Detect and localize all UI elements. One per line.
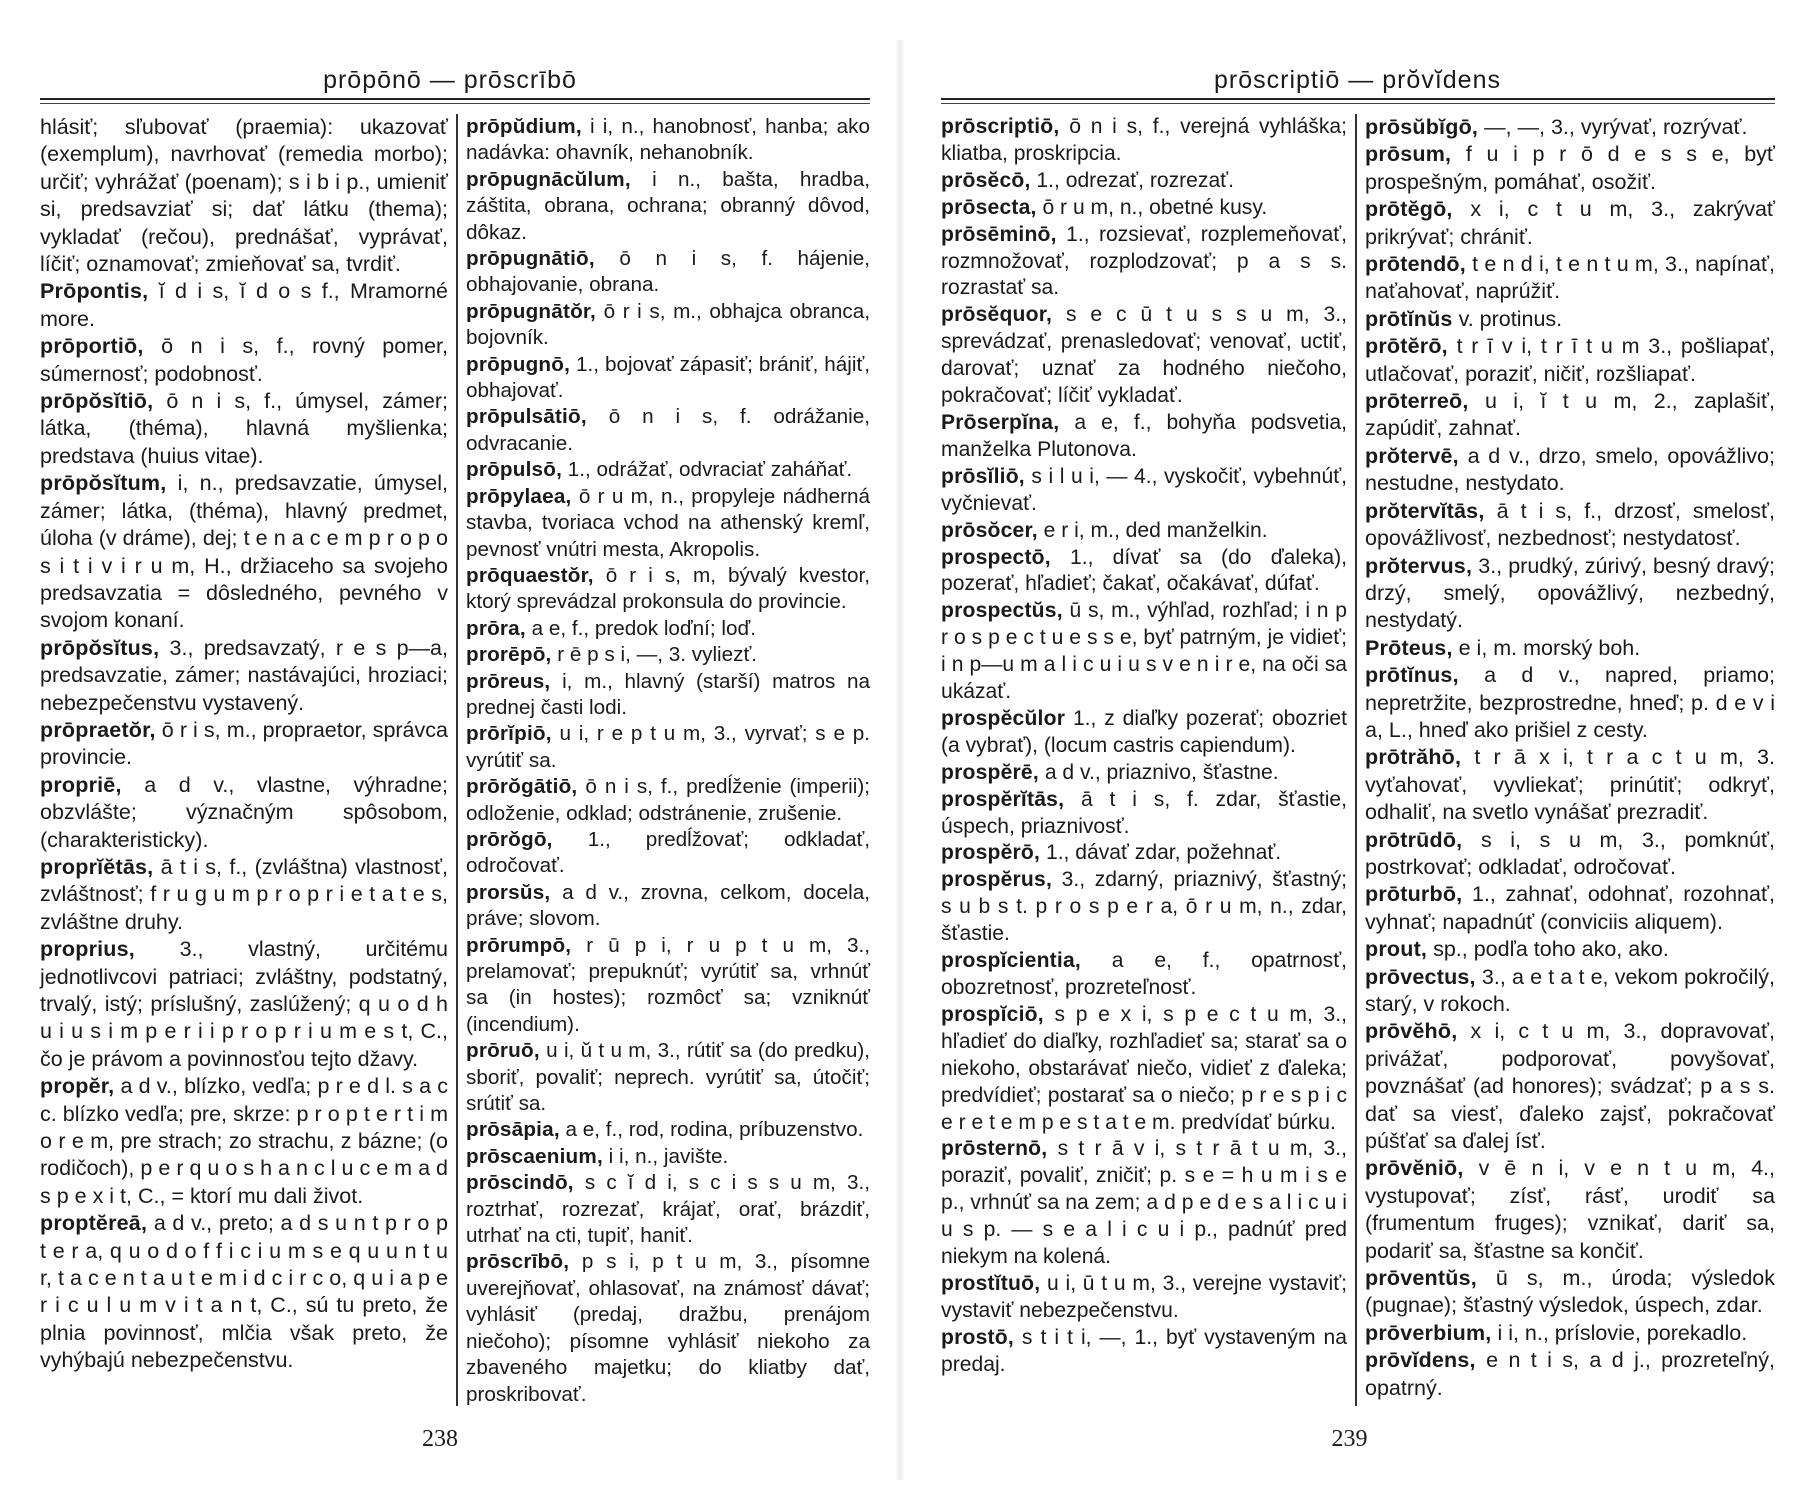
- dictionary-entry: [466, 167, 870, 246]
- definition-text: s c ĭ d i, s c i s s u m, 3., roztrhať, rozrezať, krájať, orať, brázdiť, utrhať na cti, tupiť, haniť.: [466, 1171, 871, 1248]
- headword: prōra,: [466, 616, 526, 640]
- headword: prŏtervĭtās,: [1365, 498, 1485, 523]
- headword: prospectō,: [941, 545, 1051, 569]
- headword: prōtĕgō,: [1365, 197, 1453, 222]
- headword: propĕr,: [40, 1074, 115, 1099]
- headword: prōportiō,: [40, 334, 144, 359]
- headword: prōsŭbĭgō,: [1365, 115, 1479, 139]
- dictionary-entry: [40, 333, 448, 388]
- column-divider: [1355, 114, 1357, 1406]
- definition-text: 3., prudký, zúrivý, besný dravý; drzý, smelý, opovážlivý, nezbedný, nestydatý.: [1365, 553, 1775, 633]
- definition-text: a d v., napred, priamo; nepretržite, bezprostredne, hneď; p. d e v i a, L., hneď ako prišiel z cesty.: [1365, 663, 1775, 742]
- dictionary-entry: [466, 1249, 870, 1407]
- dictionary-entry: [1365, 196, 1775, 251]
- definition-text: v ē n i, v e n t u m, 4., vystupovať; zísť, rásť, urodiť sa (frumentum fruges); vznikať, dariť sa, podariť sa, šťastne sa končiť.: [1365, 1156, 1775, 1263]
- definition-text: ō n i s, f., úmysel, zámer; látka, (théma), hlavná myšlienka; predstava (huius vitae).: [40, 389, 448, 468]
- dictionary-entry: [466, 404, 870, 457]
- dictionary-entry: [941, 114, 1347, 168]
- definition-text: e n t i s, a d j., prozreteľný, opatrný.: [1365, 1348, 1775, 1400]
- definition-text: u i, ū t u m, 3., verejne vystaviť; vystaviť nebezpečenstvu.: [941, 1271, 1347, 1322]
- column-divider: [456, 114, 458, 1406]
- dictionary-entry: [466, 774, 870, 827]
- headword: prospĭciō,: [941, 1002, 1044, 1026]
- dictionary-entry: [466, 1038, 870, 1117]
- dictionary-entry: [941, 464, 1347, 518]
- headword: prospĕrō,: [941, 841, 1041, 865]
- dictionary-entry: [466, 933, 870, 1039]
- dictionary-entry: [941, 302, 1347, 410]
- dictionary-entry: [941, 518, 1347, 545]
- dictionary-entry: [941, 787, 1347, 841]
- definition-text: s i, s u m, 3., pomknúť, postrkovať; odkladať, odročovať.: [1365, 827, 1775, 879]
- dictionary-entry: [466, 721, 870, 774]
- definition-text: s p e x i, s p e c t u m, 3., hľadieť do diaľky, rozhľadieť sa; starať sa o niekoho, obstarávať niečo, vidieť z ďaleka; predvídieť; postarať sa o niečo; p r e s p i c e r e t e m p e s t a t e m. predvídať búrku.: [941, 1002, 1347, 1134]
- dictionary-entry: [941, 598, 1347, 706]
- dictionary-entry: [941, 840, 1347, 867]
- dictionary-entry: [941, 1271, 1347, 1325]
- dictionary-entry: [1365, 443, 1775, 498]
- definition-text: 1., bojovať zápasiť; brániť, hájiť, obhajovať.: [466, 352, 871, 403]
- dictionary-entry: [40, 717, 448, 772]
- definition-text: 1., zahnať, odohnať, rozohnať, vyhnať; napadnúť (conviciis aliquem).: [1365, 882, 1775, 934]
- headword: prōruō,: [466, 1039, 540, 1063]
- dictionary-entry: [941, 760, 1347, 787]
- dictionary-entry: [1365, 1347, 1775, 1402]
- dictionary-entry: [466, 827, 870, 880]
- dictionary-entry: [40, 388, 448, 470]
- dictionary-entry: [1365, 936, 1775, 963]
- dictionary-entry: [941, 706, 1347, 760]
- dictionary-entry: [40, 772, 448, 854]
- definition-text: 1., rozsievať, rozplemeňovať, rozmnožovať, rozplodzovať; p a s s. rozrastať sa.: [941, 222, 1347, 300]
- headword: prōtĭnŭs: [1365, 306, 1453, 331]
- definition-text: t e n d i, t e n t u m, 3., napínať, naťahovať, naprúžiť.: [1365, 252, 1775, 304]
- headword: prōpraetŏr,: [40, 717, 156, 742]
- entries-column-right: [466, 114, 870, 1408]
- headword: prōpŭdium,: [466, 115, 582, 138]
- definition-text: x i, c t u m, 3., zakrývať prikrývať; chrániť.: [1365, 197, 1775, 249]
- headword: prōsum,: [1365, 142, 1452, 167]
- definition-text: ō n i s, f., predĺženie (imperii); odloženie, odklad; odstránenie, zrušenie.: [466, 775, 870, 825]
- dictionary-entry: [466, 642, 870, 668]
- headword: prospectŭs,: [941, 599, 1063, 623]
- dictionary-entry: [466, 484, 870, 563]
- headword: prōtendō,: [1365, 252, 1466, 277]
- headword: prospĕrĭtās,: [941, 787, 1065, 811]
- dictionary-entry: [40, 1073, 448, 1210]
- dictionary-entry: [1365, 553, 1775, 635]
- entries-column-right: [1365, 114, 1775, 1402]
- running-head: prōscriptiō — prŏvĭdens: [1213, 66, 1501, 94]
- definition-text: u i, ŭ t u m, 3., rútiť sa (do predku), sboriť, povaliť; neprech. vyrútiť sa, útočiť; srútiť sa.: [466, 1039, 871, 1116]
- headword: prōsĕcō,: [941, 168, 1031, 192]
- headword: prōsĕquor,: [941, 303, 1053, 327]
- headword: prōpŏsĭtum,: [40, 471, 167, 496]
- headword: prōpŏsĭtiō,: [40, 389, 154, 414]
- headword: prōrŏgō,: [466, 827, 553, 851]
- headword: prōvĭdens,: [1365, 1348, 1476, 1373]
- dictionary-entry: [40, 854, 448, 936]
- headword: prōpulsātiō,: [466, 405, 587, 429]
- dictionary-entry: [466, 616, 870, 642]
- definition-text: e i, m. morský boh.: [1458, 635, 1641, 660]
- definition-text: i i, n., príslovie, porekadlo.: [1497, 1320, 1748, 1345]
- definition-text: ō n i s, f. hájenie, obhajovanie, obrana.: [466, 247, 870, 297]
- headword: Prōpontis,: [40, 279, 149, 304]
- headword: prōrŏgātiō,: [466, 775, 578, 799]
- headword: prōpŏsĭtus,: [40, 635, 160, 660]
- headword: prōtĕrō,: [1365, 334, 1448, 359]
- headword: prōsŏcer,: [941, 518, 1038, 542]
- definition-text: ō r u m, n., obetné kusy.: [1042, 195, 1268, 219]
- headword: prōscrībō,: [466, 1250, 570, 1274]
- header-rule: [941, 98, 1775, 100]
- definition-text: r ē p s i, —, 3. vyliezť.: [557, 643, 758, 667]
- definition-text: sp., podľa toho ako, ako.: [1433, 937, 1669, 962]
- dictionary-entry: [941, 545, 1347, 599]
- dictionary-entry: [1365, 388, 1775, 443]
- definition-text: ō n i s, f. odrážanie, odvracanie.: [466, 405, 870, 455]
- dictionary-entry: [466, 669, 870, 722]
- headword: prōventŭs,: [1365, 1266, 1477, 1291]
- headword: prōtrăhō,: [1365, 745, 1462, 770]
- definition-text: i, m., hlavný (starší) matros na prednej časti lodi.: [466, 669, 871, 719]
- definition-text: t r ī v i, t r ī t u m 3., pošliapať, utlačovať, poraziť, ničiť, rozšliapať.: [1365, 334, 1776, 386]
- headword: prōturbō,: [1365, 882, 1463, 907]
- dictionary-entry: [466, 352, 870, 405]
- definition-text: a d v., blízko, vedľa; p r e d l. s a c c. blízko vedľa; pre, skrze: p r o p t e r t i m o r e m, pre strach; zo strachu, z bázne; (o rodičoch), p e r q u o s h a n c l u c e m a d s p e x i t, C., = ktorí mu dali život.: [40, 1074, 449, 1208]
- definition-text: 1., odrezať, rozrezať.: [1036, 168, 1234, 192]
- definition-text: a d v., vlastne, výhradne; obzvlášte; význačným spôsobom, (charakteristicky).: [40, 772, 448, 852]
- header-rule-thin: [40, 103, 870, 104]
- dictionary-entry: [941, 1136, 1347, 1271]
- headword: prōsēminō,: [941, 222, 1057, 246]
- headword: prorsŭs,: [466, 880, 551, 904]
- definition-text: u i, ĭ t u m, 2., zaplašiť, zapúdiť, zahnať.: [1365, 389, 1775, 441]
- definition-text: a e, f., predok loďní; loď.: [531, 616, 756, 640]
- headword: prospĕcŭlor: [941, 706, 1066, 730]
- definition-text: 3., a e t a t e, vekom pokročilý, starý, v rokoch.: [1365, 964, 1775, 1016]
- dictionary-entry: [1365, 306, 1775, 333]
- dictionary-entry: [941, 410, 1347, 464]
- headword: prōpylaea,: [466, 484, 572, 508]
- definition-text: ō n i s, f., verejná vyhláška; kliatba, proskripcia.: [941, 115, 1347, 165]
- definition-text: ō r u m, n., propyleje nádherná stavba, tvoriaca vchod na athenský kremľ, pevnosť vnútri mesta, Akropolis.: [466, 484, 871, 561]
- definition-text: a e, f., rod, rodina, príbuzenstvo.: [565, 1118, 864, 1142]
- dictionary-entry: [941, 195, 1347, 222]
- headword: proprius,: [40, 937, 135, 962]
- headword: prōsternō,: [941, 1137, 1048, 1161]
- dictionary-entry: [1365, 635, 1775, 662]
- headword: prōvectus,: [1365, 964, 1476, 989]
- definition-text: ō n i s, f., rovný pomer, súmernosť; podobnosť.: [40, 334, 448, 386]
- dictionary-entry: [466, 457, 870, 483]
- dictionary-entry: [1365, 1018, 1775, 1155]
- definition-text: ō r i s, m, bývalý kvestor, ktorý sprevádzal prokonsula do provincie.: [466, 563, 870, 614]
- definition-text: a d v., priaznivo, šťastne.: [1044, 760, 1279, 784]
- dictionary-entry: [941, 168, 1347, 195]
- headword: prospĕrus,: [941, 868, 1053, 892]
- headword: prospĭcientia,: [941, 949, 1081, 973]
- definition-text: i i, n., javište.: [608, 1144, 729, 1168]
- definition-text: p s i, p t u m, 3., písomne uverejňovať, ohlasovať, na známosť dávať; vyhlásiť (predaj, dražbu, prenájom niečoho); písomne vyhlásiť niekoho za zbaveného majetku; do kliatby dať, proskribovať.: [466, 1250, 870, 1406]
- dictionary-entry: [941, 948, 1347, 1002]
- headword: prostō,: [941, 1325, 1014, 1349]
- headword: propriē,: [40, 772, 122, 797]
- headword: prorēpō,: [466, 643, 552, 667]
- headword: prōvĕniō,: [1365, 1156, 1464, 1181]
- dictionary-entry: [40, 635, 448, 717]
- dictionary-entry: [466, 114, 870, 167]
- headword: prōpugnātiō,: [466, 247, 595, 271]
- definition-text: 1., dávať zdar, požehnať.: [1045, 841, 1282, 865]
- headword: prōsĭliō,: [941, 464, 1025, 488]
- definition-text: s t i t i, —, 1., byť vystaveným na predaj.: [941, 1325, 1347, 1376]
- definition-text: r ū p i, r u p t u m, 3., prelamovať; prepuknúť; vyrútiť sa, vrhnúť sa (in hostes); rozmôcť sa; vzniknúť (incendium).: [466, 933, 871, 1036]
- definition-text: 1., dívať sa (do ďaleka), pozerať, hľadieť; čakať, očakávať, dúfať.: [941, 545, 1347, 596]
- headword: prōsecta,: [941, 195, 1037, 219]
- dictionary-entry: [1365, 114, 1775, 141]
- definition-text: u i, r e p t u m, 3., vyrvať; s e p. vyrútiť sa.: [466, 722, 870, 772]
- dictionary-entry: [466, 1170, 870, 1249]
- dictionary-entry: [1365, 662, 1775, 744]
- dictionary-entry: [1365, 964, 1775, 1019]
- dictionary-entry: [1365, 827, 1775, 882]
- headword: proprĭĕtās,: [40, 854, 154, 879]
- definition-text: i, n., predsavzatie, úmysel, zámer; látka, (théma), hlavný predmet, úloha (v dráme), dej; t e n a c e m p r o p o s i t i v i r u m, H., držiaceho sa svojeho predsavzatia = dôsledného, pevného v svojom konaní.: [40, 471, 448, 633]
- dictionary-entry: [1365, 333, 1775, 388]
- headword: prōtĭnus,: [1365, 663, 1459, 688]
- dictionary-entry: [466, 246, 870, 299]
- definition-text: 3., vlastný, určitému jednotlivcovi patriaci; zvláštny, podstatný, trvalý, istý; príslušný, zaslúžený; q u o d h u i u s i m p e r i i p r o p r i u m e s t, C., čo je právom a povinnosťou tejto džavy.: [40, 937, 448, 1071]
- headword: prōvĕhō,: [1365, 1019, 1458, 1044]
- headword: prōrumpō,: [466, 933, 572, 957]
- definition-text: 3., zdarný, priaznivý, šťastný; s u b s t. p r o s p e r a, ō r u m, n., zdar, šťastie.: [941, 868, 1347, 946]
- definition-text: ĭ d i s, ĭ d o s f., Mramorné more.: [40, 279, 448, 331]
- headword: prōscindō,: [466, 1171, 574, 1195]
- headword: proptĕreā,: [40, 1211, 148, 1236]
- dictionary-entry: [1365, 1265, 1775, 1320]
- definition-text: s t r ā v i, s t r ā t u m, 3., poraziť, povaliť, zničiť; p. s e = h u m i s e p., vrhnúť sa na zem; a d p e d e s a l i c u i u s p. — s e a l i c u i p., padnúť pred niekym na kolená.: [941, 1137, 1347, 1269]
- headword: prospĕrē,: [941, 760, 1039, 784]
- definition-text: ā t i s, f. zdar, šťastie, úspech, priaznivosť.: [941, 787, 1347, 838]
- headword: prōpugnācŭlum,: [466, 167, 631, 191]
- dictionary-entry: [466, 880, 870, 933]
- entries-column-left: [40, 114, 448, 1375]
- dictionary-entry: [40, 278, 448, 333]
- definition-text: a d v., zrovna, celkom, docela, práve; slovom.: [466, 880, 870, 931]
- definition-text: v. protinus.: [1458, 306, 1563, 331]
- dictionary-entry: [1365, 1155, 1775, 1265]
- dictionary-entry: [1365, 498, 1775, 553]
- running-head: prōpōnō — prōscrībō: [323, 66, 577, 94]
- dictionary-entry: [941, 867, 1347, 948]
- definition-text: a d v., preto; a d s u n t p r o p t e r a, q u o d o f f i c i u m s e q u u n t u r, t a c e n t a u t e m i d c i r c o, q u i a p e r i c u l u m v i t a n t, C., sú tu preto, že plnia povinnosť, mlčia však preto, že vyhýbajú nebezpečenstvu.: [40, 1211, 448, 1373]
- headword: prōpugnātŏr,: [466, 299, 596, 323]
- dictionary-entry: [40, 936, 448, 1073]
- dictionary-entry: [466, 563, 870, 616]
- dictionary-entry: [1365, 881, 1775, 936]
- dictionary-entry: [40, 114, 448, 278]
- headword: prōpugnō,: [466, 352, 571, 376]
- dictionary-entry: [40, 470, 448, 634]
- page-number: 239: [1331, 1426, 1368, 1452]
- headword: Prōteus,: [1365, 635, 1453, 660]
- definition-text: a e, f., opatrnosť, obozretnosť, prozreteľnosť.: [941, 949, 1347, 999]
- dictionary-entry: [466, 1117, 870, 1143]
- definition-text: s i l u i, — 4., vyskočiť, vybehnúť, vyčnievať.: [941, 464, 1347, 515]
- definition-text: ū s, m., úroda; výsledok (pugnae); šťastný výsledok, úspech, zdar.: [1365, 1266, 1775, 1318]
- entries-column-left: [941, 114, 1347, 1379]
- headword: Prōserpĭna,: [941, 410, 1060, 434]
- definition-text: ū s, m., výhľad, rozhľad; i n p r o s p e c t u e s s e, byť patrným, je vidieť; i n p—u m a l i c u i u s v e n i r e, na oči sa ukázať.: [941, 599, 1347, 704]
- definition-text: t r ā x i, t r a c t u m, 3. vyťahovať, vyvliekať; prinútiť; odkryť, odhaliť, na svetlo vynášať prezradiť.: [1365, 745, 1775, 825]
- definition-text: i n., bašta, hradba, záštita, obrana, ochrana; obranný dôvod, dôkaz.: [466, 167, 871, 244]
- page-number: 238: [422, 1426, 458, 1452]
- dictionary-entry: [1365, 251, 1775, 306]
- header-rule-thin: [941, 103, 1775, 104]
- definition-text: ā t i s, f., drzosť, smelosť, opovážlivosť, nezbednosť; nestydatosť.: [1365, 498, 1775, 551]
- definition-text: 1., predĺžovať; odkladať, odročovať.: [466, 827, 870, 878]
- definition-text: —, —, 3., vyrývať, rozrývať.: [1484, 115, 1748, 139]
- definition-text: a e, f., bohyňa podsvetia, manželka Plutonova.: [941, 410, 1347, 461]
- header-rule: [40, 98, 870, 100]
- dictionary-entry: [1365, 141, 1775, 196]
- definition-text: 3., predsavzatý, r e s p—a, predsavzatie, zámer; nastávajúci, hroziaci; nebezpečenstvu vystavený.: [40, 635, 448, 715]
- headword: prōtrūdō,: [1365, 827, 1463, 852]
- definition-text: ō r i s, m., obhajca obranca, bojovník.: [466, 299, 870, 350]
- headword: prōreus,: [466, 669, 551, 693]
- headword: prōterreō,: [1365, 389, 1469, 414]
- headword: prŏtervē,: [1365, 443, 1459, 468]
- headword: prōrĭpiō,: [466, 722, 552, 746]
- headword: prōpulsō,: [466, 458, 563, 482]
- dictionary-entry: [466, 299, 870, 352]
- definition-text: 1., z diaľky pozerať; obozriet (a vybrať), (locum castris capiendum).: [941, 706, 1347, 757]
- left-page: [0, 0, 900, 1500]
- definition-text: i i, n., hanobnosť, hanba; ako nadávka: ohavník, nehanobník.: [466, 115, 870, 165]
- definition-text: s e c ū t u s s u m, 3., sprevádzať, prenasledovať; venovať, uctiť, darovať; uznať za hodného niečoho, pokračovať; líčiť vykladať.: [941, 303, 1347, 408]
- dictionary-entry: [40, 1210, 448, 1374]
- definition-text: f u i p r ō d e s s e, byť prospešným, pomáhať, osožiť.: [1365, 142, 1775, 194]
- definition-text: hlásiť; sľubovať (praemia): ukazovať (exemplum), navrhovať (remedia morbo); určiť; vyhrážať (poenam); s i b i p., umieniť si, predsavziať si; dať látku (thema); vykladať (rečou), prednášať, vyprávať, líčiť; oznamovať; zmieňovať sa, tvrdiť.: [40, 115, 448, 277]
- definition-text: x i, c t u m, 3., dopravovať, privážať, podporovať, povyšovať, povznášať (ad honores); svádzať; p a s s. dať sa viesť, ďaleko zajsť, pokračovať púšťať sa ďalej ísť.: [1365, 1019, 1775, 1154]
- definition-text: 1., odrážať, odvraciať zaháňať.: [567, 458, 853, 482]
- definition-text: ō r i s, m., propraetor, správca provincie.: [40, 717, 448, 770]
- headword: prŏtervus,: [1365, 553, 1473, 578]
- dictionary-entry: [1365, 744, 1775, 826]
- dictionary-entry: [941, 1325, 1347, 1379]
- headword: prōscriptiō,: [941, 115, 1060, 138]
- headword: prōsāpia,: [466, 1118, 560, 1142]
- definition-text: e r i, m., ded manželkin.: [1043, 518, 1268, 542]
- headword: prostĭtuō,: [941, 1271, 1041, 1295]
- headword: prōverbium,: [1365, 1320, 1492, 1345]
- headword: prōscaenium,: [466, 1144, 603, 1168]
- definition-text: ā t i s, f., (zvláštna) vlastnosť, zvláštnosť; f r u g u m p r o p r i e t a t e s, zvláštne druhy.: [40, 854, 448, 934]
- dictionary-entry: [1365, 1320, 1775, 1347]
- dictionary-entry: [466, 1144, 870, 1170]
- right-page: [905, 0, 1810, 1500]
- dictionary-entry: [941, 1002, 1347, 1137]
- dictionary-entry: [941, 222, 1347, 303]
- headword: prout,: [1365, 937, 1428, 962]
- definition-text: a d v., drzo, smelo, opovážlivo; nestudne, nestydato.: [1365, 443, 1775, 496]
- headword: prōquaestŏr,: [466, 563, 594, 587]
